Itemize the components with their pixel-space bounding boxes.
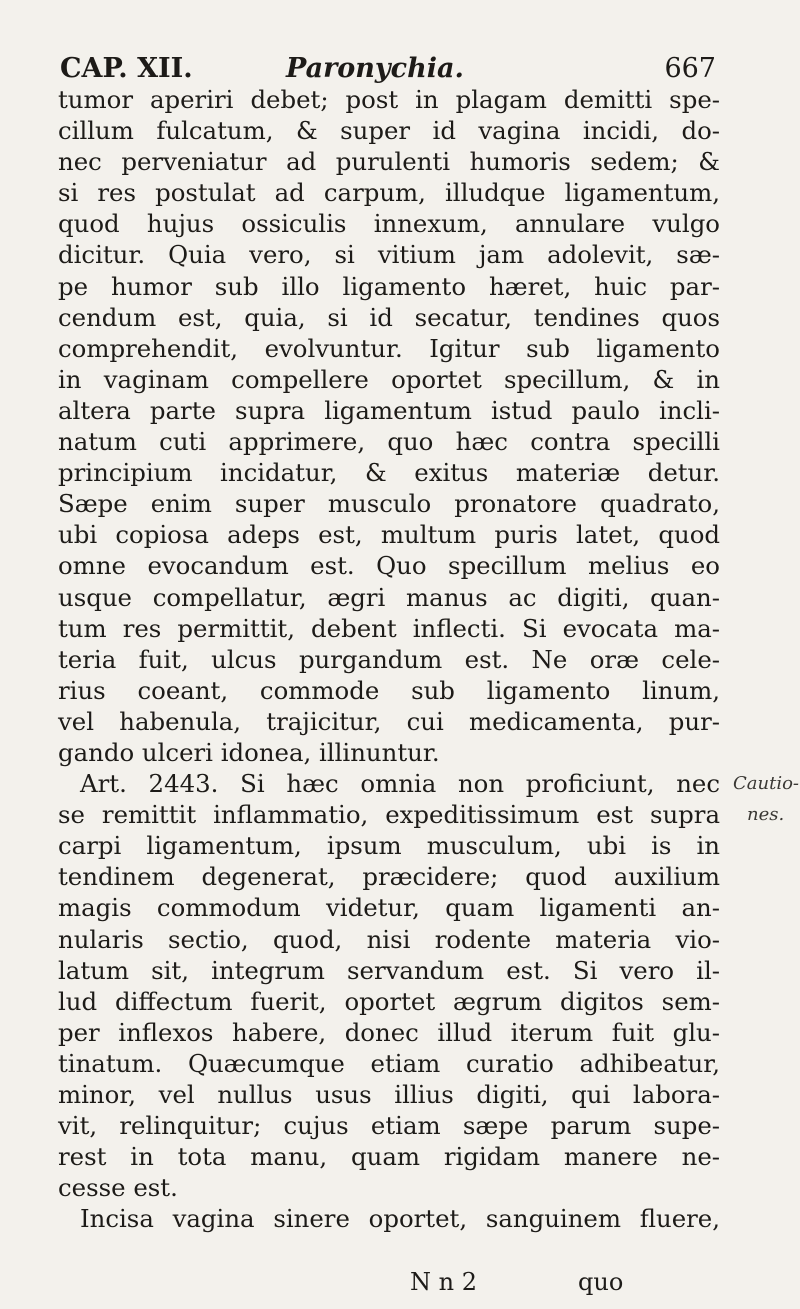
running-title: Paronychia. — [286, 53, 464, 84]
text-line: nularis sectio, quod, nisi rodente materia vio- — [58, 924, 720, 954]
text-line: ubi copiosa adeps est, multum puris latet, quod — [58, 520, 720, 550]
text-line: usque compellatur, ægri manus ac digiti, quan- — [58, 582, 720, 612]
text-line: latum sit, integrum servandum est. Si vero il- — [58, 955, 720, 985]
margin-note — [733, 768, 800, 830]
text-line: altera parte supra ligamentum istud paulo incli- — [58, 395, 720, 425]
text-line: cillum fulcatum, & super id vagina incidi, do- — [58, 116, 720, 146]
text-line: carpi ligamentum, ipsum musculum, ubi is in — [58, 831, 720, 861]
page-number: 667 — [664, 53, 716, 84]
text-line: tendinem degenerat, præcidere; quod auxilium — [58, 862, 720, 892]
text-line: se remittit inflammatio, expeditissimum est supra — [58, 800, 720, 830]
text-line: minor, vel nullus usus illius digiti, qui labora- — [58, 1080, 720, 1109]
text-line: si res postulat ad carpum, illudque ligamentum, — [58, 178, 720, 208]
text-line: dicitur. Quia vero, si vitium jam adolevit, sæ- — [58, 240, 720, 270]
text-line: nec perveniatur ad purulenti humoris sedem; & — [58, 147, 720, 177]
text-line: in vaginam compellere oportet specillum, & in — [58, 364, 720, 394]
margin-note-line: Cautio- — [733, 773, 800, 794]
text-line: gando ulceri idonea, illinuntur. — [58, 737, 440, 767]
text-line: omne evocandum est. Quo specillum melius eo — [58, 551, 720, 581]
text-line: per inflexos habere, donec illud iterum fuit glu- — [58, 1017, 720, 1047]
text-line: tumor aperiri debet; post in plagam demitti spe- — [58, 85, 720, 114]
text-line: cesse est. — [58, 1173, 178, 1203]
article-heading-line: Art. 2443. Si hæc omnia non proficiunt, nec — [80, 769, 720, 799]
text-line: Sæpe enim super musculo pronatore quadrato, — [58, 489, 720, 519]
margin-note-line: nes. — [747, 804, 785, 826]
catchword: quo — [578, 1268, 624, 1296]
running-header — [60, 52, 716, 86]
text-line: rest in tota manu, quam rigidam manere ne- — [58, 1142, 720, 1172]
text-line: principium incidatur, & exitus materiæ detur. — [58, 458, 720, 488]
chapter-label: CAP. XII. — [60, 53, 193, 84]
body-text — [58, 84, 720, 1234]
text-line: cendum est, quia, si id secatur, tendines quos — [58, 302, 720, 332]
text-line: Incisa vagina sinere oportet, sanguinem fluere, — [80, 1204, 720, 1234]
text-line: vit, relinquitur; cujus etiam sæpe parum supe- — [58, 1111, 720, 1141]
text-line: natum cuti apprimere, quo hæc contra specilli — [58, 427, 720, 457]
text-line: magis commodum videtur, quam ligamenti an- — [58, 893, 720, 923]
text-line: lud diffectum fuerit, oportet ægrum digitos sem- — [58, 986, 720, 1016]
text-line: tum res permittit, debent inflecti. Si evocata ma- — [58, 613, 720, 643]
page-footer — [0, 1268, 800, 1300]
text-line: comprehendit, evolvuntur. Igitur sub ligamento — [58, 333, 720, 363]
text-line: rius coeant, commode sub ligamento linum, — [58, 675, 720, 705]
text-line: tinatum. Quæcumque etiam curatio adhibeatur, — [58, 1048, 720, 1078]
signature-mark: N n 2 — [410, 1268, 477, 1296]
text-line: vel habenula, trajicitur, cui medicamenta, pur- — [58, 706, 720, 736]
text-line: pe humor sub illo ligamento hæret, huic par- — [58, 271, 720, 301]
text-line: quod hujus ossiculis innexum, annulare vulgo — [58, 209, 720, 239]
text-line: teria fuit, ulcus purgandum est. Ne oræ cele- — [58, 644, 720, 674]
